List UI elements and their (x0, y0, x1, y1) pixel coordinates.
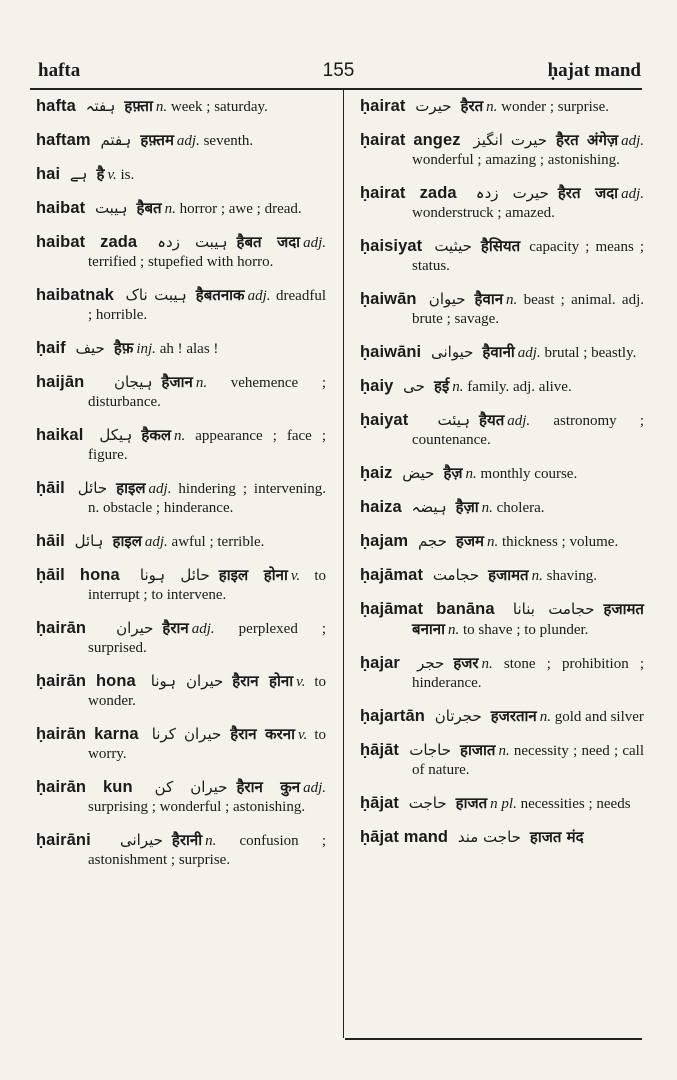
devanagari-script: हैकल (141, 426, 172, 444)
dictionary-entry (360, 184, 644, 223)
devanagari-script: हैरान (162, 619, 189, 637)
header-rule (30, 88, 642, 90)
devanagari-script: हैज़ (443, 464, 463, 482)
definition: terrified ; stupefied with horro. (88, 254, 274, 270)
dictionary-entry (360, 741, 644, 780)
devanagari-script: हाजत (455, 794, 488, 812)
part-of-speech: n. (155, 99, 168, 115)
definition: wonderstruck ; amazed. (412, 205, 555, 221)
urdu-script: حجامت بنانا (512, 600, 595, 618)
definition: is. (116, 167, 135, 183)
devanagari-script: हैरान करना (230, 725, 295, 743)
part-of-speech: n. (486, 534, 499, 550)
part-of-speech: n. (481, 500, 493, 516)
headword: haiza (360, 498, 402, 516)
definition: gold and silver (551, 709, 644, 725)
devanagari-script: हैवानी (482, 343, 515, 361)
dictionary-entry (36, 131, 326, 151)
definition: dreadful ; horrible. (88, 288, 326, 323)
devanagari-script: हैरत अंगेज़ (556, 131, 619, 149)
headword: haijān (36, 373, 85, 391)
urdu-script: حیرت (415, 97, 452, 115)
urdu-script: حائل ہونا (139, 566, 210, 584)
urdu-script: حیرت انگیز (473, 131, 548, 149)
devanagari-script: हैबतनाक (195, 286, 245, 304)
definition: to shave ; to plunder. (459, 622, 589, 638)
definition: ah ! alas ! (155, 341, 219, 357)
urdu-script: حیثیت (434, 237, 472, 255)
header-last-word: ḥajat mand (547, 60, 641, 81)
header-first-word: hafta (38, 60, 81, 81)
part-of-speech: v. (290, 568, 301, 584)
urdu-script: حیرت زدہ (475, 184, 549, 202)
devanagari-script: हैरत (460, 97, 484, 115)
part-of-speech: n. (452, 379, 464, 395)
headword: haibat zada (36, 233, 138, 251)
urdu-script: حیران کرنا (151, 725, 222, 743)
definition: vehemence ; disturbance. (88, 375, 327, 410)
devanagari-script: हैरान होना (232, 672, 294, 690)
part-of-speech: adj. (303, 780, 326, 796)
definition: hindering ; intervening. n. obstacle ; hinderance. (88, 481, 326, 516)
urdu-script: حیرانی (119, 831, 163, 849)
part-of-speech: n. (164, 201, 176, 217)
definition: capacity ; means ; status. (412, 239, 645, 274)
devanagari-script: हाइल (116, 479, 146, 497)
definition: monthly course. (476, 466, 578, 482)
headword: ḥajartān (360, 707, 425, 725)
dictionary-entry (36, 479, 326, 518)
definition: astronomy ; countenance. (412, 413, 645, 448)
headword: ḥajāmat (360, 566, 424, 584)
headword: ḥairān hona (36, 672, 136, 690)
definition: cholera. (492, 500, 545, 516)
dictionary-entry (36, 97, 326, 117)
footer-rule (345, 1038, 642, 1040)
part-of-speech: n. (498, 743, 510, 759)
headword: ḥaiz (360, 464, 393, 482)
definition: to worry. (88, 727, 326, 762)
devanagari-script: हजामत बनाना (412, 600, 644, 638)
devanagari-script: हैबत (136, 199, 162, 217)
headword: ḥairān karna (36, 725, 139, 743)
dictionary-entry (36, 831, 326, 870)
devanagari-script: हाइल (112, 532, 142, 550)
dictionary-entry (36, 778, 326, 817)
definition: thickness ; volume. (498, 534, 619, 550)
urdu-script: حیف (75, 339, 105, 357)
devanagari-script: हफ़्ता (124, 97, 153, 115)
definition: seventh. (199, 133, 254, 149)
devanagari-script: हैज़ा (455, 498, 479, 516)
devanagari-script: हैफ़ (113, 339, 134, 357)
headword: haftam (36, 131, 91, 149)
part-of-speech: n. (506, 292, 518, 308)
dictionary-entry (360, 237, 644, 276)
urdu-script: حجامت (432, 566, 480, 584)
urdu-script: ہیبت زدہ (157, 233, 228, 251)
definition: surprising ; wonderful ; astonishing. (88, 799, 306, 815)
definition: horror ; awe ; dread. (175, 201, 302, 217)
headword: haibatnak (36, 286, 114, 304)
urdu-script: ہیئت (437, 411, 471, 429)
urdu-script: حی (403, 377, 425, 395)
part-of-speech: inj. (136, 341, 156, 357)
devanagari-script: हजम (455, 532, 484, 550)
part-of-speech: v. (107, 167, 117, 183)
urdu-script: حجر (417, 654, 445, 672)
devanagari-script: हजामत (488, 566, 529, 584)
headword: ḥairāni (36, 831, 91, 849)
urdu-script: حاجات (409, 741, 452, 759)
devanagari-script: हैरत जदा (557, 184, 619, 202)
part-of-speech: adj. (191, 621, 215, 637)
definition: to wonder. (88, 674, 327, 709)
left-column (36, 97, 326, 884)
headword: ḥairān (36, 619, 87, 637)
page-number: 155 (322, 60, 355, 81)
part-of-speech: adj. (176, 133, 200, 149)
headword: haibat (36, 199, 86, 217)
part-of-speech: n pl. (490, 796, 517, 812)
dictionary-entry (360, 828, 644, 848)
headword: ḥairat zada (360, 184, 457, 202)
part-of-speech: n. (481, 656, 493, 672)
dictionary-entry (360, 377, 644, 397)
headword: ḥaiyat (360, 411, 409, 429)
dictionary-entry (360, 290, 644, 329)
definition: family. adj. alive. (463, 379, 572, 395)
urdu-script: حیوان (428, 290, 466, 308)
definition: confusion ; astonishment ; surprise. (88, 833, 327, 868)
dictionary-entry (36, 165, 326, 185)
column-divider (343, 90, 344, 1038)
part-of-speech: n. (174, 428, 186, 444)
part-of-speech: v. (297, 727, 308, 743)
urdu-script: حیران کن (154, 778, 228, 796)
definition: necessity ; need ; call of nature. (412, 743, 644, 778)
definition: perplexed ; surprised. (88, 621, 327, 656)
headword: ḥajar (360, 654, 400, 672)
devanagari-script: हैरानी (171, 831, 203, 849)
right-column (360, 97, 644, 862)
urdu-script: ہفتہ (85, 97, 116, 115)
part-of-speech: adj. (507, 413, 531, 429)
dictionary-entry (36, 566, 326, 605)
part-of-speech: adj. (621, 186, 644, 202)
part-of-speech: adj. (621, 133, 644, 149)
definition: stone ; prohibition ; hinderance. (412, 656, 644, 691)
dictionary-entry (36, 233, 326, 272)
dictionary-entry (360, 498, 644, 518)
definition: awful ; terrible. (167, 534, 265, 550)
definition: shaving. (542, 568, 598, 584)
devanagari-script: हजरतान (490, 707, 537, 725)
definition: brutal ; beastly. (540, 345, 637, 361)
headword: ḥaiwāni (360, 343, 422, 361)
definition: wonder ; surprise. (497, 99, 610, 115)
devanagari-script: हैवान (474, 290, 504, 308)
headword: ḥairat angez (360, 131, 461, 149)
devanagari-script: हैयत (479, 411, 505, 429)
part-of-speech: n. (195, 375, 208, 391)
devanagari-script: हफ़्तम (140, 131, 174, 149)
headword: ḥaiwān (360, 290, 417, 308)
part-of-speech: adj. (247, 288, 271, 304)
dictionary-entry (36, 286, 326, 325)
urdu-script: حجرتان (434, 707, 482, 725)
urdu-script: ہیبت (94, 199, 128, 217)
dictionary-entry (360, 464, 644, 484)
urdu-script: ہیجان (113, 373, 153, 391)
devanagari-script: हाजात (460, 741, 496, 759)
dictionary-entry (360, 707, 644, 727)
dictionary-entry (360, 654, 644, 693)
headword: hāil (36, 532, 65, 550)
urdu-script: حیوانی (430, 343, 474, 361)
part-of-speech: adj. (144, 534, 168, 550)
urdu-script: حاجت مند (457, 828, 521, 846)
urdu-script: حیران ہونا (150, 672, 224, 690)
part-of-speech: n. (205, 833, 217, 849)
part-of-speech: n. (448, 622, 460, 638)
headword: ḥairat (360, 97, 406, 115)
urdu-script: حجم (417, 532, 447, 550)
dictionary-entry (360, 131, 644, 170)
devanagari-script: हैरान कुन (236, 778, 301, 796)
definition: to interrupt ; to intervene. (88, 568, 327, 603)
urdu-script: حاجت (408, 794, 447, 812)
dictionary-entry (36, 619, 326, 658)
devanagari-script: हाजत मंद (529, 828, 584, 846)
dictionary-entry (360, 600, 644, 640)
urdu-script: ہیبت ناک (125, 286, 187, 304)
devanagari-script: है (96, 165, 105, 183)
part-of-speech: n. (465, 466, 477, 482)
headword: ḥāil (36, 479, 65, 497)
definition: appearance ; face ; figure. (88, 428, 326, 463)
headword: ḥaiy (360, 377, 394, 395)
devanagari-script: हैजान (161, 373, 193, 391)
part-of-speech: n. (539, 709, 551, 725)
headword: ḥājat mand (360, 828, 449, 846)
headword: ḥaisiyat (360, 237, 423, 255)
dictionary-entry (36, 373, 326, 412)
urdu-script: ہے (69, 165, 88, 183)
headword: hai (36, 165, 61, 183)
urdu-script: ہیکل (99, 426, 133, 444)
headword: ḥajam (360, 532, 409, 550)
devanagari-script: हई (433, 377, 450, 395)
dictionary-entry (360, 794, 644, 814)
dictionary-entry (36, 426, 326, 465)
urdu-script: حیض (402, 464, 435, 482)
urdu-script: ہائل (74, 532, 104, 550)
dictionary-entry (36, 672, 326, 711)
devanagari-script: हैबत जदा (236, 233, 301, 251)
urdu-script: ہفتم (100, 131, 132, 149)
dictionary-entry (360, 411, 644, 450)
part-of-speech: n. (531, 568, 543, 584)
urdu-script: حیران (116, 619, 154, 637)
headword: ḥairān kun (36, 778, 133, 796)
headword: ḥāil hona (36, 566, 120, 584)
definition: necessities ; needs (516, 796, 631, 812)
part-of-speech: n. (486, 99, 498, 115)
urdu-script: حائل (77, 479, 108, 497)
devanagari-script: हाइल होना (218, 566, 288, 584)
headword: ḥaif (36, 339, 66, 357)
dictionary-entry (36, 532, 326, 552)
definition: beast ; animal. adj. brute ; savage. (412, 292, 644, 327)
urdu-script: ہیضہ (411, 498, 447, 516)
headword: hafta (36, 97, 76, 115)
dictionary-entry (360, 566, 644, 586)
headword: haikal (36, 426, 84, 444)
dictionary-entry (36, 339, 326, 359)
part-of-speech: adj. (517, 345, 541, 361)
part-of-speech: adj. (303, 235, 326, 251)
devanagari-script: हैसियत (480, 237, 521, 255)
definition: week ; saturday. (167, 99, 268, 115)
definition: wonderful ; amazing ; astonishing. (412, 152, 620, 168)
headword: ḥajāmat banāna (360, 600, 495, 618)
dictionary-entry (36, 725, 326, 764)
dictionary-entry (360, 532, 644, 552)
dictionary-entry (360, 343, 644, 363)
headword: ḥājat (360, 794, 400, 812)
dictionary-entry (360, 97, 644, 117)
dictionary-entry (36, 199, 326, 219)
part-of-speech: adj. (148, 481, 172, 497)
devanagari-script: हजर (453, 654, 479, 672)
part-of-speech: v. (296, 674, 306, 690)
headword: ḥājāt (360, 741, 400, 759)
